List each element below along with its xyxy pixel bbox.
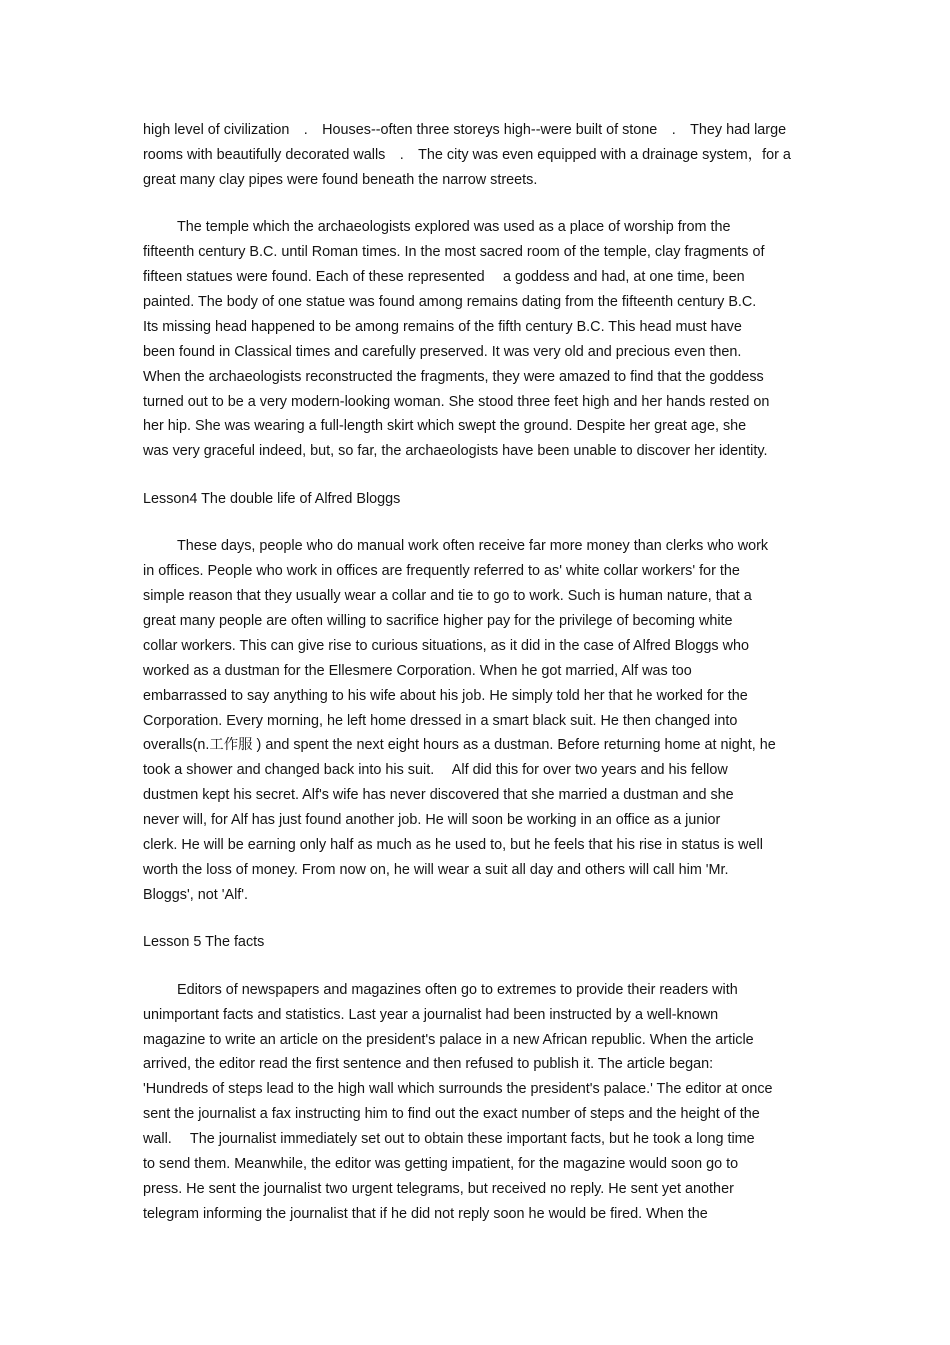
text-line: Lesson4 The double life of Alfred Bloggs (143, 490, 401, 507)
text-line: simple reason that they usually wear a collar and tie to go to work. Such is human nature, that a (143, 588, 752, 604)
text-line: painted. The body of one statue was found among remains dating from the fifteenth century B.C. (143, 293, 757, 310)
text-line: never will, for Alf has just found another job. He will soon be working in an office as a junior (143, 812, 721, 829)
text-line: These days, people who do manual work often receive far more money than clerks who work (177, 538, 769, 555)
text-line: dustmen kept his secret. Alf's wife has never discovered that she married a dustman and she (143, 787, 734, 804)
text-line: fifteenth century B.C. until Roman times. In the most sacred room of the temple, clay fragments of (143, 244, 765, 261)
text-line: rooms with beautifully decorated walls . The city was even equipped with a drainage system，for a (143, 146, 791, 163)
text-line: embarrassed to say anything to his wife about his job. He simply told her that he worked for the (143, 687, 748, 704)
text-line: When the archaeologists reconstructed the fragments, they were amazed to find that the goddess (143, 368, 764, 385)
text-line: 'Hundreds of steps lead to the high wall which surrounds the president's palace.' The editor at once (143, 1081, 773, 1098)
text-line: telegram informing the journalist that if he did not reply soon he would be fired. When the (143, 1205, 708, 1222)
text-line: in offices. People who work in offices are frequently referred to as' white collar workers' for the (143, 563, 740, 580)
text-line: press. He sent the journalist two urgent telegrams, but received no reply. He sent yet another (143, 1180, 734, 1197)
body-paragraph (143, 118, 811, 193)
text-line: was very graceful indeed, but, so far, the archaeologists have been unable to discover her identity. (143, 443, 768, 460)
text-line: magazine to write an article on the president's palace in a new African republic. When the article (143, 1031, 754, 1048)
text-line: Corporation. Every morning, he left home dressed in a smart black suit. He then changed into (143, 712, 738, 729)
text-line: fifteen statues were found. Each of these represented a goddess and had, at one time, been (143, 269, 745, 286)
text-line: clerk. He will be earning only half as much as he used to, but he feels that his rise in status is well (143, 837, 763, 854)
lesson-heading (143, 487, 811, 512)
text-line: arrived, the editor read the first sentence and then refused to publish it. The article began: (143, 1056, 714, 1073)
text-line: Bloggs', not 'Alf'. (143, 886, 249, 903)
text-line: Editors of newspapers and magazines often go to extremes to provide their readers with (177, 981, 738, 998)
text-line: Its missing head happened to be among remains of the fifth century B.C. This head must have (143, 318, 742, 335)
text-line: collar workers. This can give rise to curious situations, as it did in the case of Alfred Bloggs who (143, 637, 750, 654)
text-line: unimportant facts and statistics. Last year a journalist had been instructed by a well-known (143, 1006, 719, 1023)
text-line: overalls(n.工作服 ) and spent the next eight hours as a dustman. Before returning home at night, he (143, 737, 776, 754)
text-line: worked as a dustman for the Ellesmere Corporation. When he got married, Alf was too (143, 662, 692, 679)
lesson-heading (143, 930, 811, 955)
text-line: high level of civilization . Houses--often three storeys high--were built of stone . They had large (143, 122, 787, 138)
text-line: The temple which the archaeologists explored was used as a place of worship from the (177, 219, 731, 236)
text-line: turned out to be a very modern-looking woman. She stood three feet high and her hands rested on (143, 393, 770, 410)
text-line: been found in Classical times and carefully preserved. It was very old and precious even then. (143, 343, 742, 360)
text-line: worth the loss of money. From now on, he will wear a suit all day and others will call him 'Mr. (143, 861, 729, 878)
text-line: took a shower and changed back into his suit. Alf did this for over two years and his fellow (143, 762, 728, 779)
text-line: great many clay pipes were found beneath the narrow streets. (143, 171, 538, 188)
text-line: her hip. She was wearing a full-length skirt which swept the ground. Despite her great age, she (143, 418, 747, 435)
body-paragraph (143, 978, 811, 1227)
body-paragraph (143, 534, 811, 908)
text-line: sent the journalist a fax instructing him to find out the exact number of steps and the height of the (143, 1106, 760, 1123)
text-line: great many people are often willing to sacrifice higher pay for the privilege of becoming white (143, 612, 733, 629)
text-line: wall. The journalist immediately set out to obtain these important facts, but he took a long time (143, 1131, 755, 1148)
text-line: to send them. Meanwhile, the editor was getting impatient, for the magazine would soon go to (143, 1156, 739, 1173)
document-page (143, 118, 811, 1249)
text-line: Lesson 5 The facts (143, 934, 265, 951)
body-paragraph (143, 215, 811, 464)
